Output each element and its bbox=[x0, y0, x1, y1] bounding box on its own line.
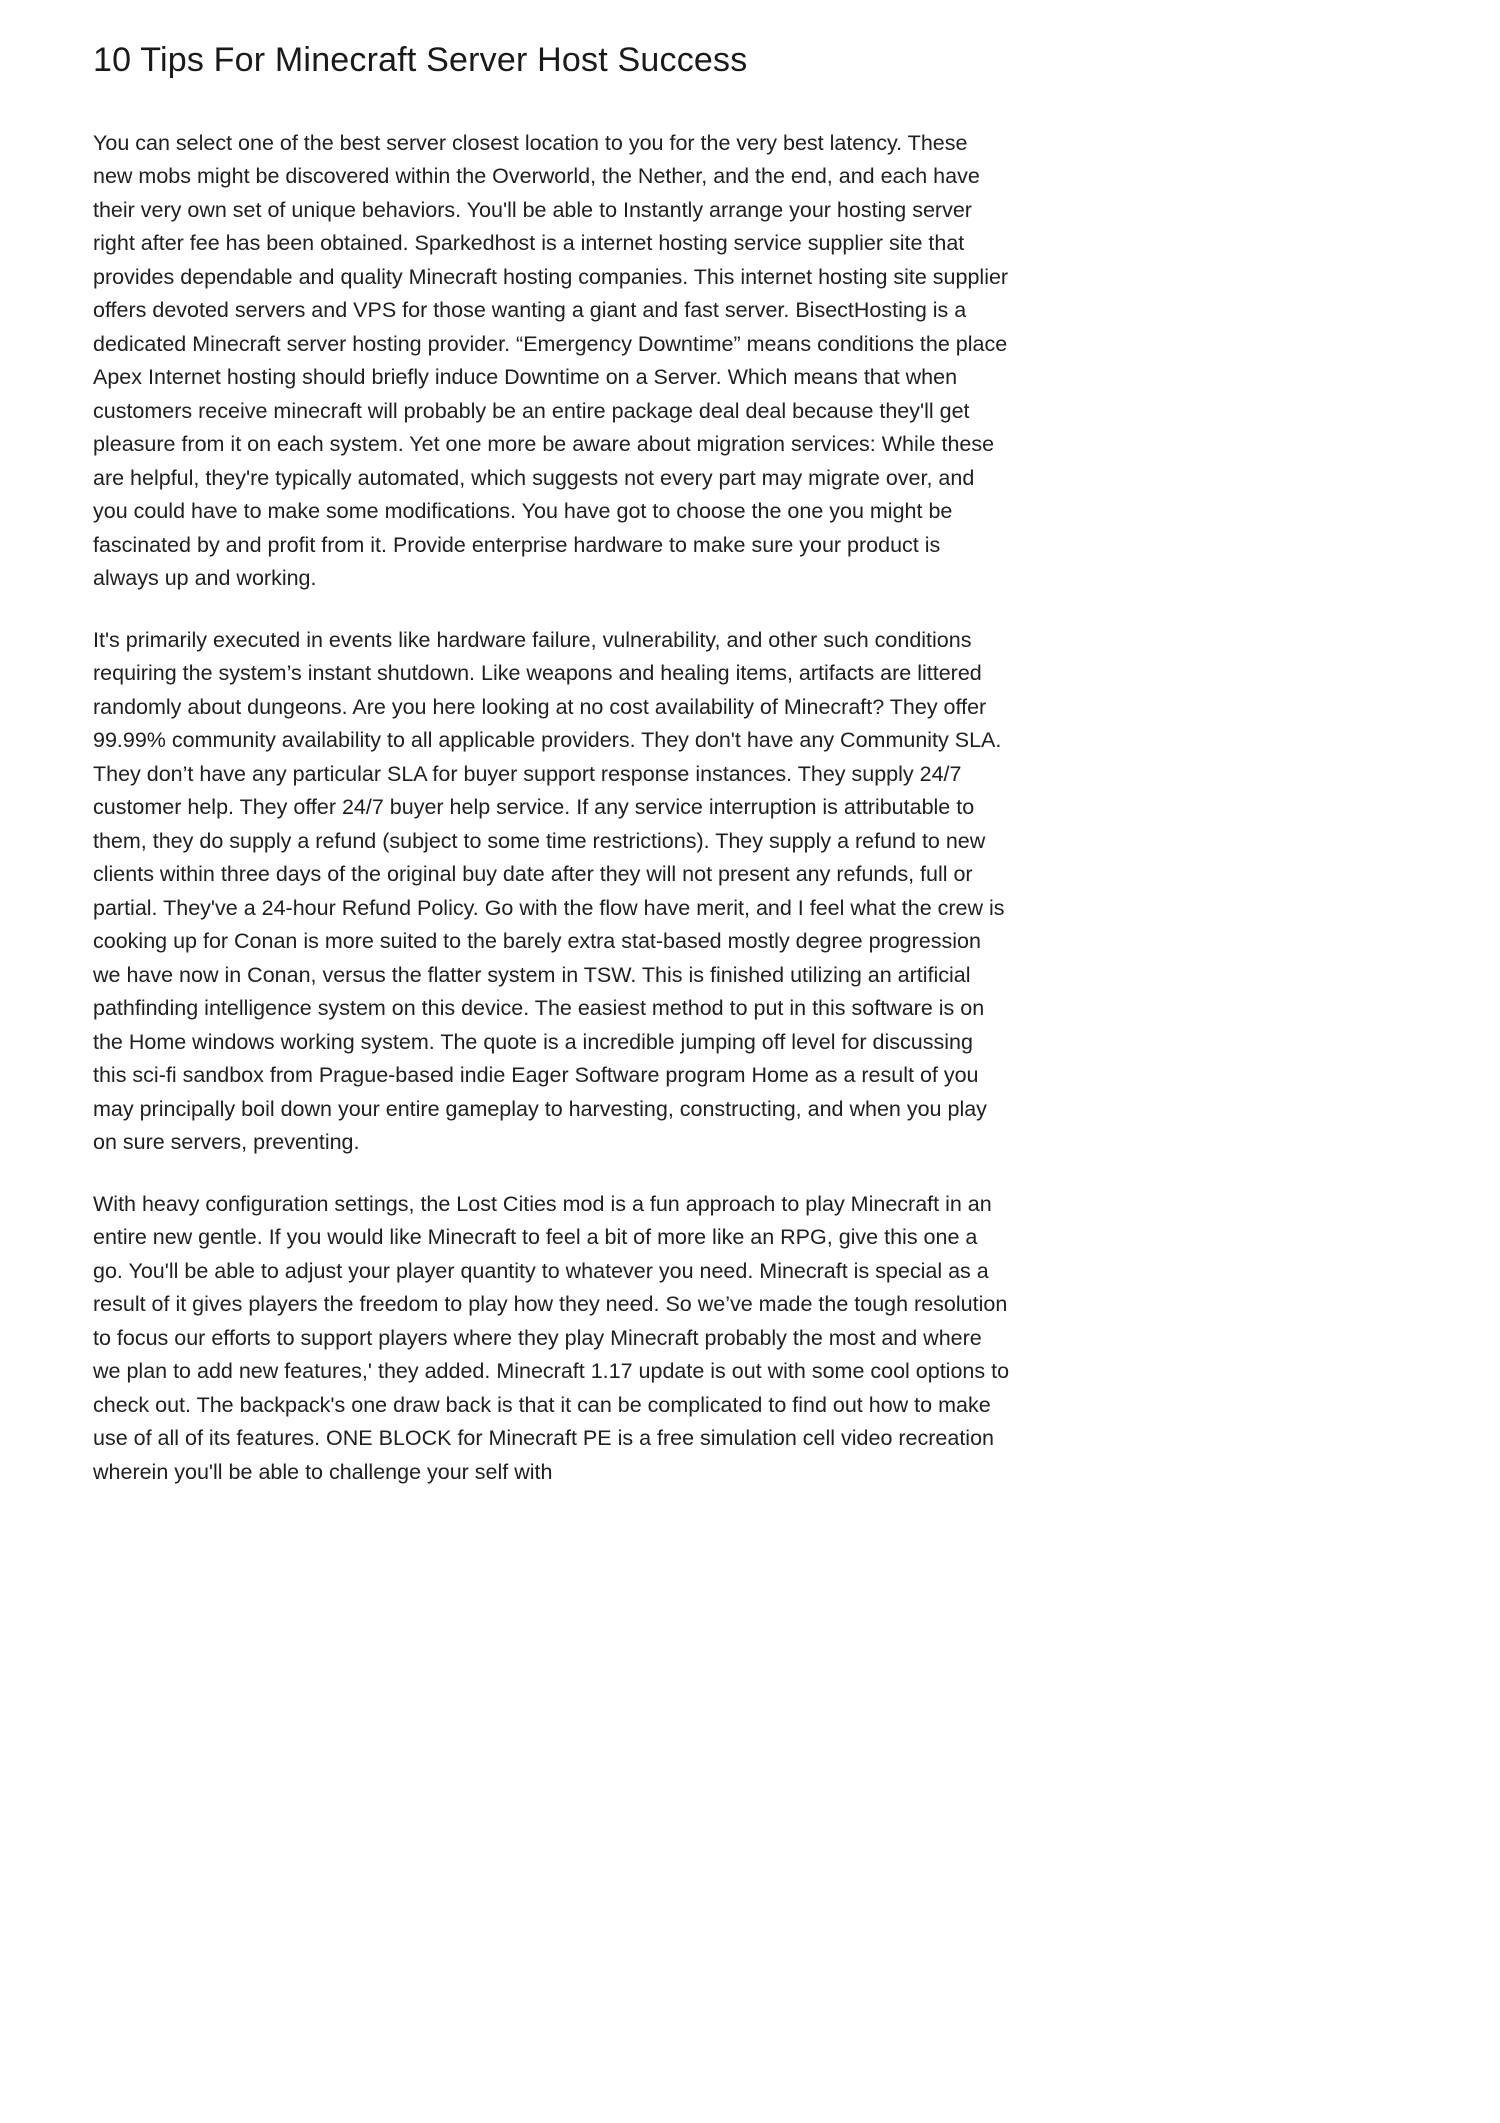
paragraph-1: You can select one of the best server closest location to you for the very best latency. These new mobs might be discovered within the Overworld, the Nether, and the end, and each have their very own set of unique behaviors. You'll be able to Instantly arrange your hosting server right after fee has been obtained. Sparkedhost is a internet hosting service supplier site that provides dependable and quality Minecraft hosting companies. This internet hosting site supplier offers devoted servers and VPS for those wanting a giant and fast server. BisectHosting is a dedicated Minecraft server hosting provider. “Emergency Downtime” means conditions the place Apex Internet hosting should briefly induce Downtime on a Server. Which means that when customers receive minecraft will probably be an entire package deal deal because they'll get pleasure from it on each system. Yet one more be aware about migration services: While these are helpful, they're typically automated, which suggests not every part may migrate over, and you could have to make some modifications. You have got to choose the one you might be fascinated by and profit from it. Provide enterprise hardware to make sure your product is always up and working. bbox=[93, 130, 1009, 591]
paragraph-3: With heavy configuration settings, the Lost Cities mod is a fun approach to play Minecraft in an entire new gentle. If you would like Minecraft to feel a bit of more like an RPG, give this one a go. You'll be able to adjust your player quantity to whatever you need. Minecraft is special as a result of it gives players the freedom to play how they need. So we’ve made the tough resolution to focus our efforts to support players where they play Minecraft probably the most and where we plan to add new features,' they added. Minecraft 1.17 update is out with some cool options to check out. The backpack's one draw back is that it can be complicated to find out how to make use of all of its features. ONE BLOCK for Minecraft PE is a free simulation cell video recreation wherein you'll be able to challenge your self with bbox=[93, 1191, 1010, 1484]
page-title: 10 Tips For Minecraft Server Host Success bbox=[93, 41, 748, 79]
document-content bbox=[93, 40, 1011, 1489]
paragraph-2: It's primarily executed in events like hardware failure, vulnerability, and other such conditions requiring the system’s instant shutdown. Like weapons and healing items, artifacts are littered randomly about dungeons. Are you here looking at no cost availability of Minecraft? They offer 99.99% community availability to all applicable providers. They don't have any Community SLA. They don’t have any particular SLA for buyer support response instances. They supply 24/7 customer help. They offer 24/7 buyer help service. If any service interruption is attributable to them, they do supply a refund (subject to some time restrictions). They supply a refund to new clients within three days of the original buy date after they will not present any refunds, full or partial. They've a 24-hour Refund Policy. Go with the flow have merit, and I feel what the crew is cooking up for Conan is more suited to the barely extra stat-based mostly degree progression we have now in Conan, versus the flatter system in TSW. This is finished utilizing an artificial pathfinding intelligence system on this device. The easiest method to put in this software is on the Home windows working system. The quote is a incredible jumping off level for discussing this sci-fi sandbox from Prague-based indie Eager Software program Home as a result of you may principally boil down your entire gameplay to harvesting, constructing, and when you play on sure servers, preventing. bbox=[93, 627, 1005, 1155]
